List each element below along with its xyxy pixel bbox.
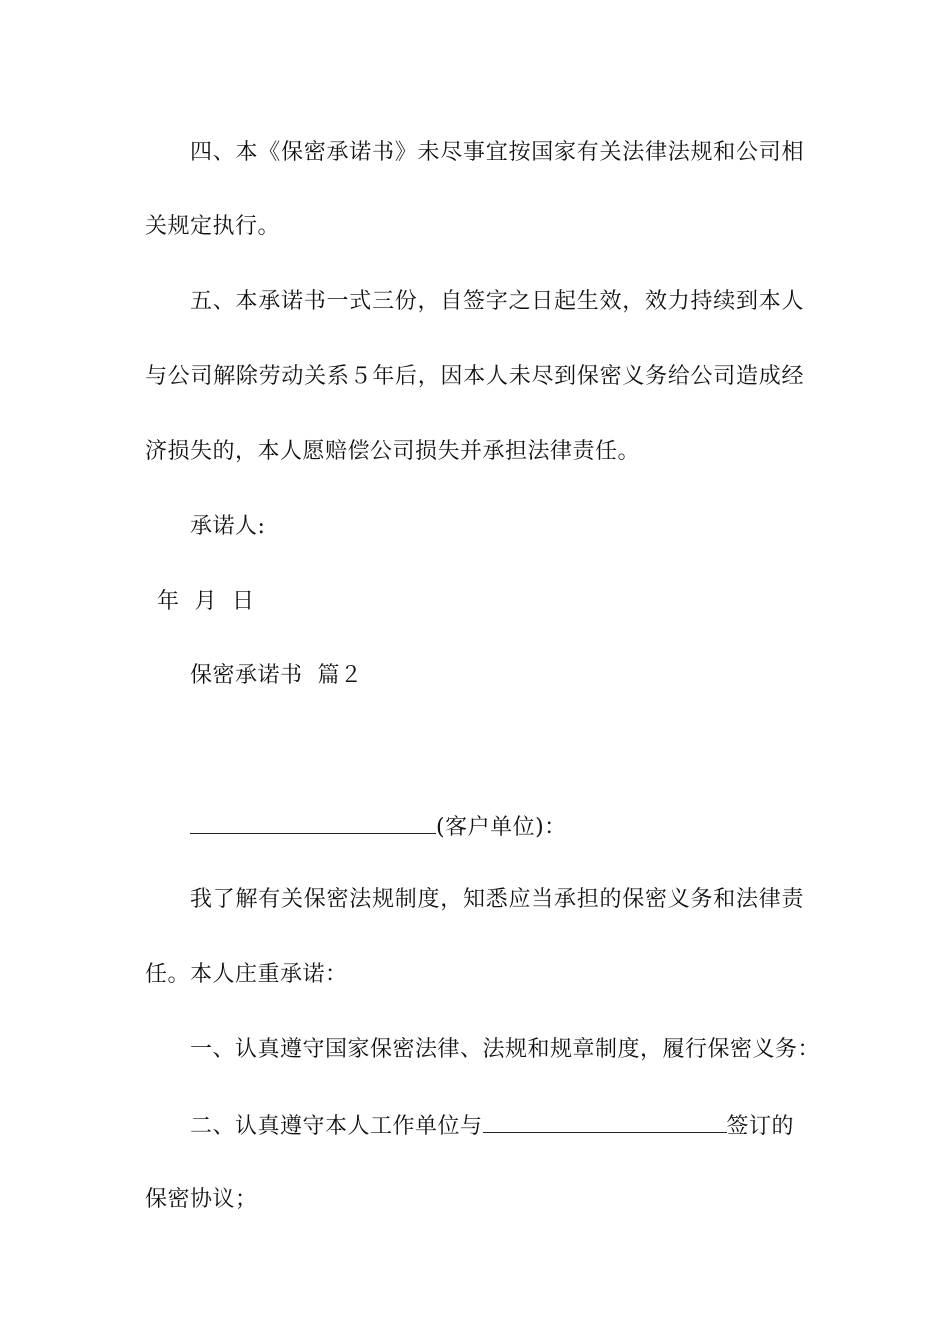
intro-line-1: 我了解有关保密法规制度，知悉应当承担的保密义务和法律责 xyxy=(190,887,804,912)
client-unit-label: (客户单位)： xyxy=(436,815,567,840)
intro-line-2: 任。本人庄重承诺： xyxy=(145,962,348,987)
item-2-prefix: 二、认真遵守本人工作单位与 xyxy=(190,1114,483,1139)
paragraph-5-line-2: 与公司解除劳动关系５年后，因本人未尽到保密义务给公司造成经 xyxy=(145,364,804,389)
paragraph-4-line-2: 关规定执行。 xyxy=(145,214,281,239)
date-line: 年 月 日 xyxy=(157,589,255,614)
item-2-line-1 xyxy=(190,1110,794,1142)
client-unit-blank xyxy=(190,811,436,834)
paragraph-4-line-1: 四、本《保密承诺书》未尽事宜按国家有关法律法规和公司相 xyxy=(190,140,804,165)
section-title: 保密承诺书 篇２ xyxy=(190,663,363,688)
item-2-line-2: 保密协议； xyxy=(145,1187,258,1212)
client-unit-line xyxy=(190,811,567,843)
item-2-blank xyxy=(483,1110,727,1133)
item-1: 一、认真遵守国家保密法律、法规和规章制度，履行保密义务： xyxy=(190,1037,821,1062)
signer-label: 承诺人: xyxy=(190,514,266,539)
paragraph-5-line-1: 五、本承诺书一式三份，自签字之日起生效，效力持续到本人 xyxy=(190,289,804,314)
paragraph-5-line-3: 济损失的，本人愿赔偿公司损失并承担法律责任。 xyxy=(145,439,641,464)
item-2-suffix: 签订的 xyxy=(726,1114,795,1139)
